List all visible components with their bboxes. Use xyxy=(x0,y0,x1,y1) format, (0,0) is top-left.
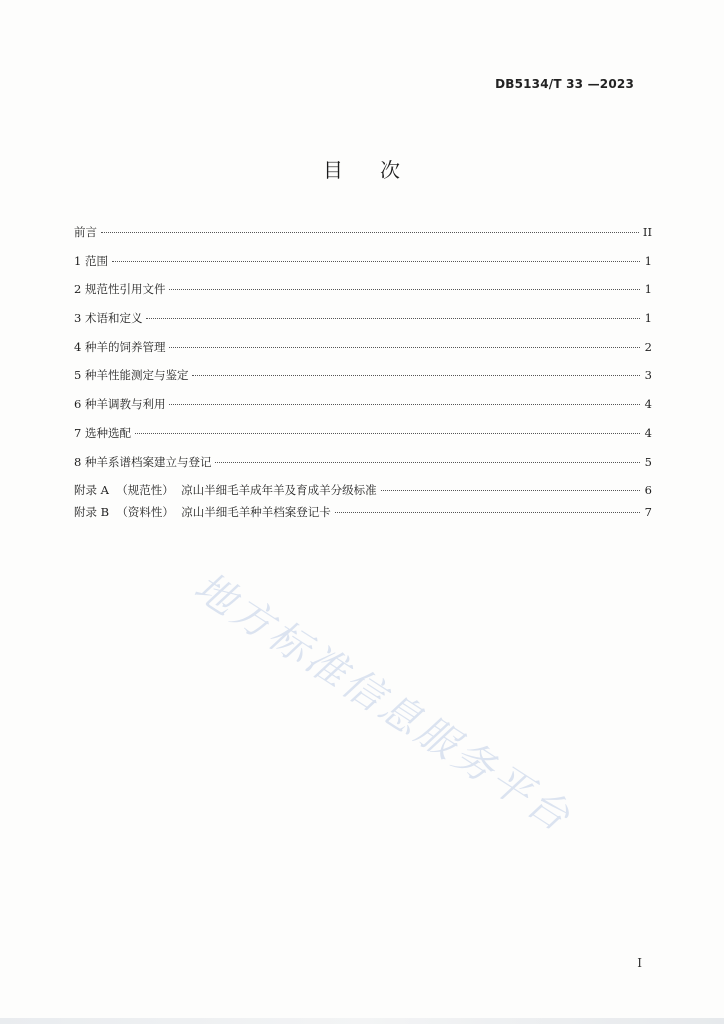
toc-leader xyxy=(215,462,640,463)
toc-leader xyxy=(101,232,639,233)
toc-label: 8 种羊系谱档案建立与登记 xyxy=(74,454,212,469)
toc-leader xyxy=(169,289,640,290)
toc-page-number: 7 xyxy=(644,505,652,520)
toc-page-number: 5 xyxy=(644,454,652,469)
toc-leader xyxy=(169,404,640,405)
toc-label: 3 术语和定义 xyxy=(74,311,143,326)
page-number: I xyxy=(637,956,642,970)
toc-page-number: 1 xyxy=(644,282,652,297)
toc-label: 6 种羊调教与利用 xyxy=(74,397,166,412)
toc-label: 附录 A （规范性） 凉山半细毛羊成年羊及育成羊分级标准 xyxy=(74,483,377,498)
toc-label: 2 规范性引用文件 xyxy=(74,282,166,297)
toc-entry-appendix-a[interactable] xyxy=(74,482,652,504)
watermark: 地方标准信息服务平台 xyxy=(186,563,581,843)
toc-page-number: 3 xyxy=(644,368,652,383)
title-char-2: 次 xyxy=(380,158,401,182)
page-title xyxy=(0,154,724,183)
toc-leader xyxy=(146,318,640,319)
toc-label: 1 范围 xyxy=(74,253,108,268)
toc-entry-foreword[interactable] xyxy=(74,224,652,253)
toc-label: 附录 B （资料性） 凉山半细毛羊种羊档案登记卡 xyxy=(74,505,331,520)
toc-page-number: 1 xyxy=(644,311,652,326)
toc-entry-scope[interactable] xyxy=(74,253,652,282)
toc-entry-normative-references[interactable] xyxy=(74,281,652,310)
toc-label: 前言 xyxy=(74,225,97,239)
toc-leader xyxy=(135,433,640,434)
toc-leader xyxy=(335,512,640,513)
toc-leader xyxy=(192,375,640,376)
title-char-1: 目 xyxy=(323,158,344,182)
toc-label: 4 种羊的饲养管理 xyxy=(74,339,166,354)
table-of-contents xyxy=(74,224,652,526)
toc-page-number: 4 xyxy=(644,425,652,440)
toc-entry-terms-definitions[interactable] xyxy=(74,310,652,339)
toc-entry-pedigree-records[interactable] xyxy=(74,454,652,483)
toc-entry-selection-mating[interactable] xyxy=(74,425,652,454)
toc-page-number: 2 xyxy=(644,339,652,354)
toc-label: 7 选种选配 xyxy=(74,425,131,440)
toc-page-number: 4 xyxy=(644,397,652,412)
toc-entry-training-utilization[interactable] xyxy=(74,396,652,425)
scan-bottom-edge xyxy=(0,1018,724,1024)
toc-page-number: II xyxy=(642,225,652,239)
toc-leader xyxy=(381,490,640,491)
toc-page-number: 6 xyxy=(644,483,652,498)
toc-entry-appendix-b[interactable] xyxy=(74,504,652,526)
toc-page-number: 1 xyxy=(644,253,652,268)
toc-entry-performance-testing[interactable] xyxy=(74,367,652,396)
document-code: DB5134/T 33 —2023 xyxy=(495,77,634,91)
toc-leader xyxy=(112,261,640,262)
toc-label: 5 种羊性能测定与鉴定 xyxy=(74,368,189,383)
toc-entry-feeding-management[interactable] xyxy=(74,339,652,368)
toc-leader xyxy=(169,347,640,348)
